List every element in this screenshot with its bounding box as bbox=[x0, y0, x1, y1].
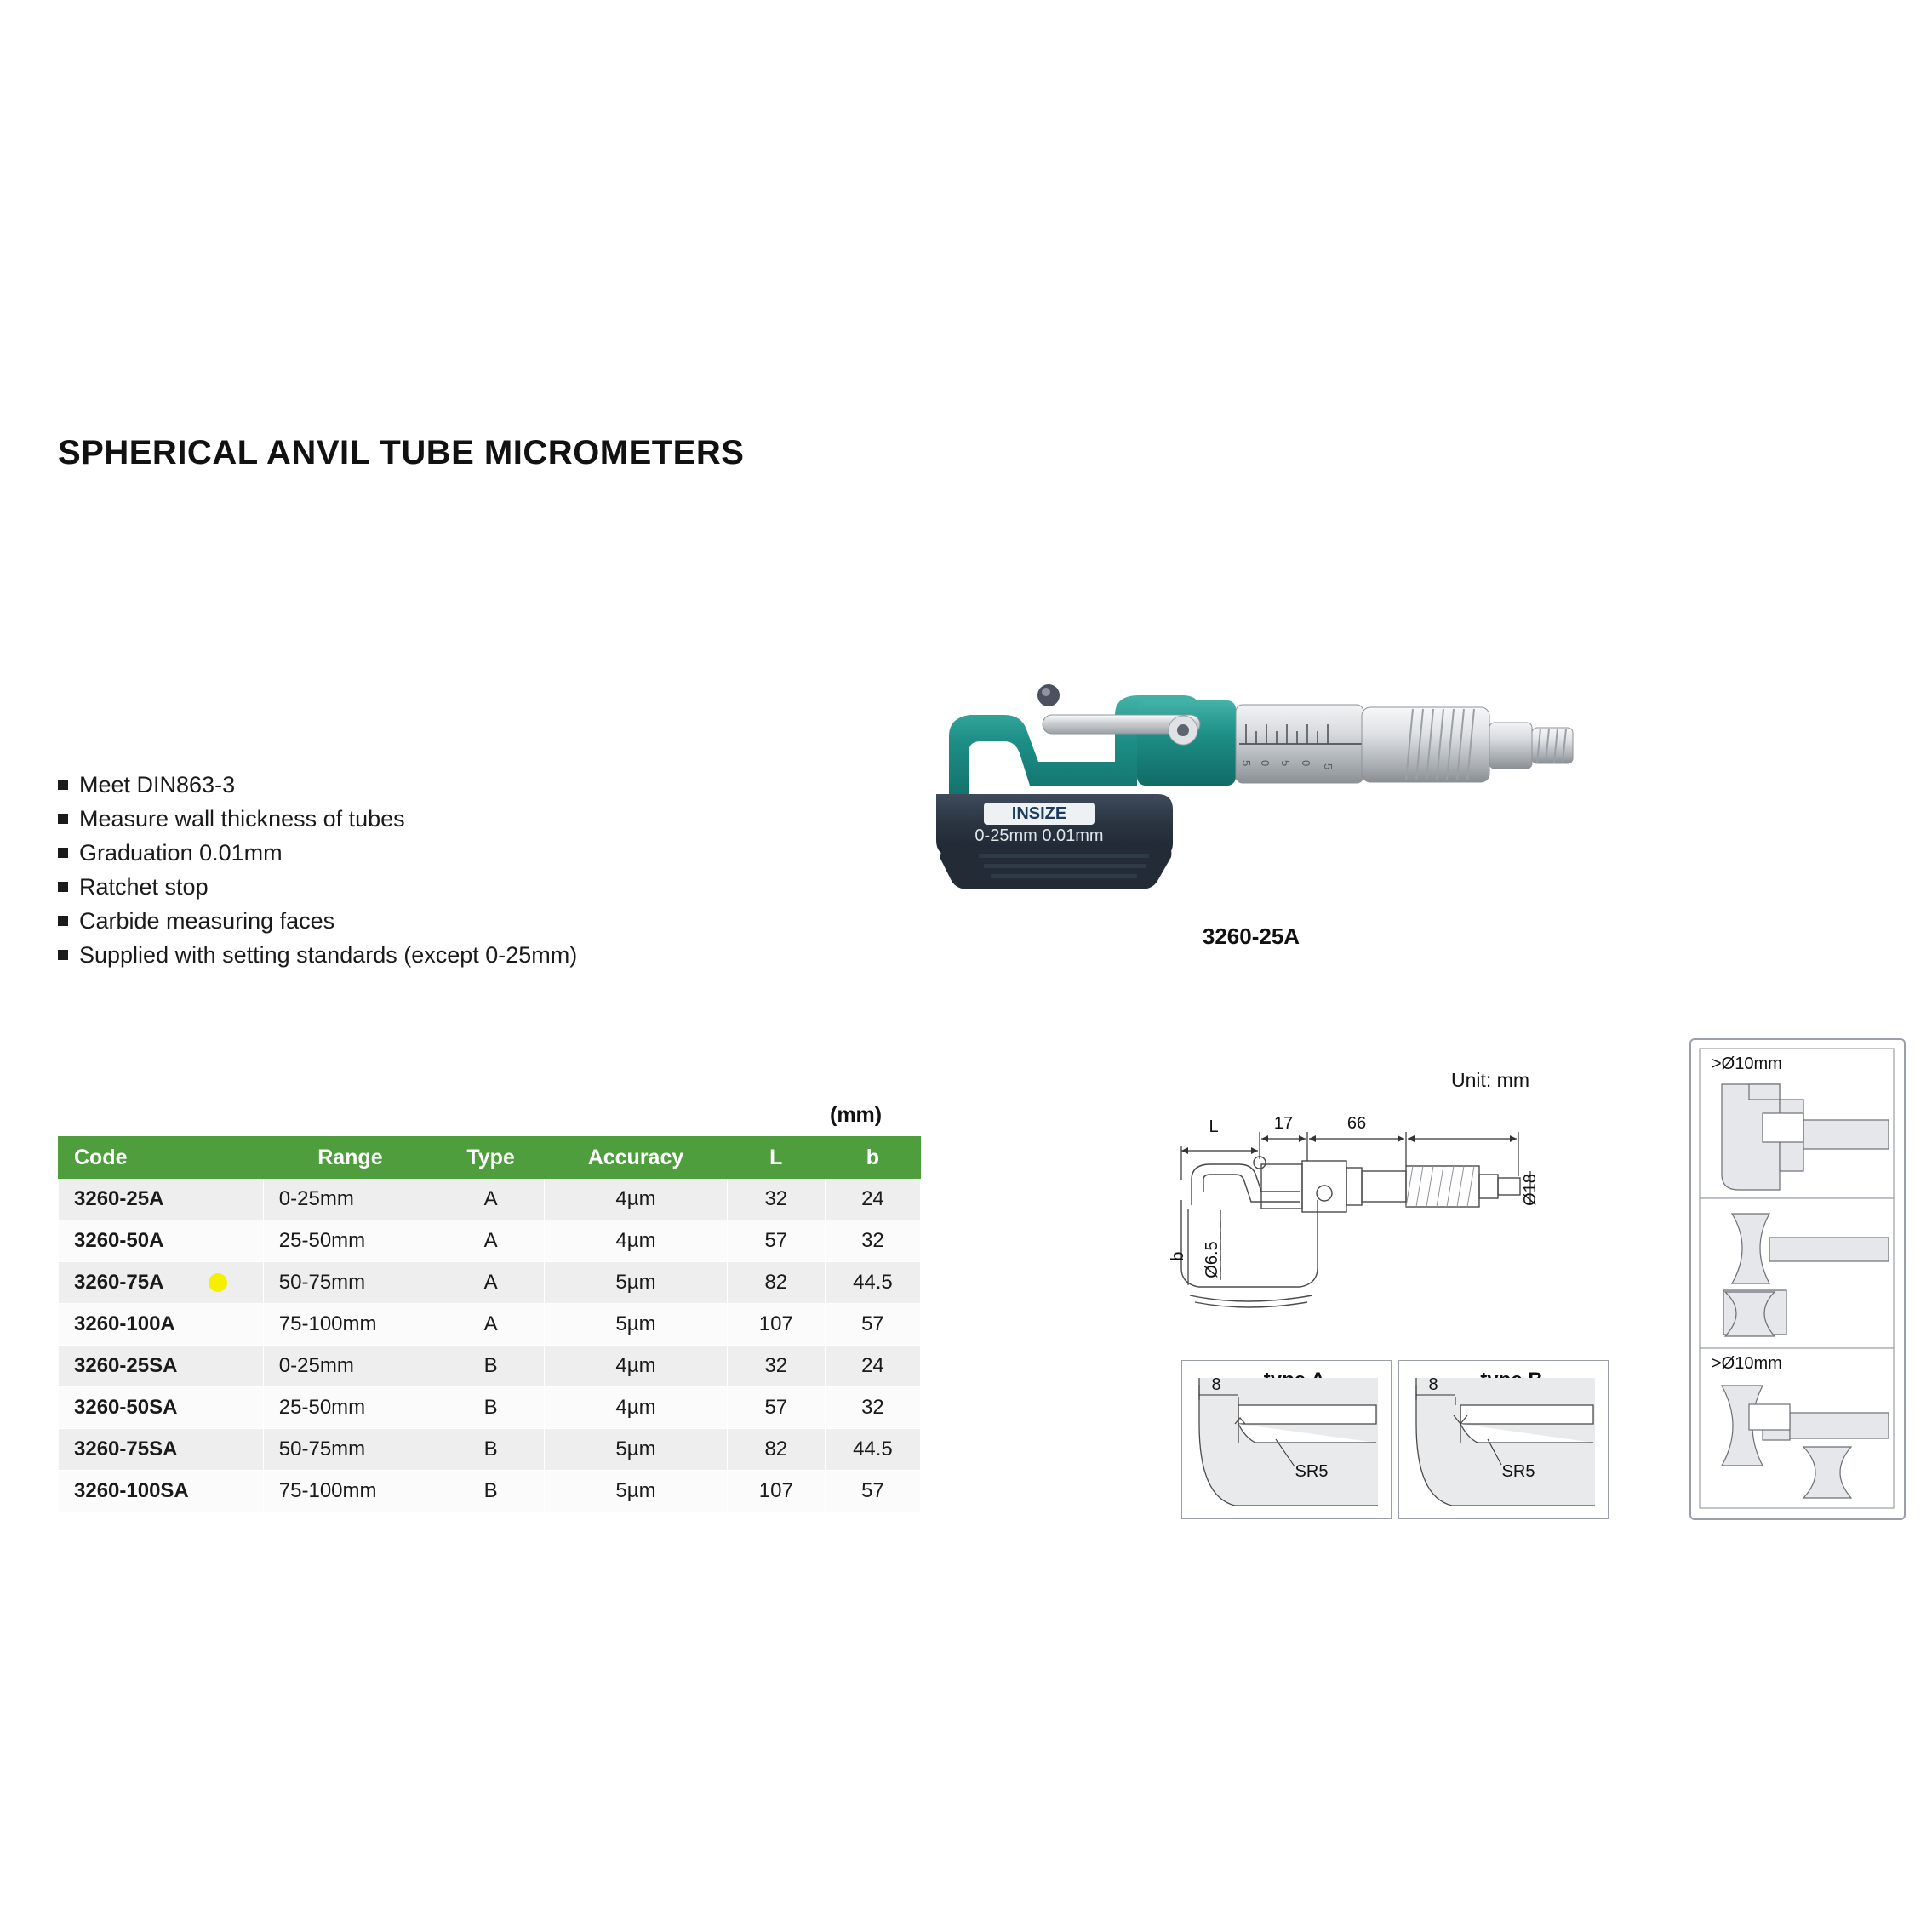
cell-range: 50-75mm bbox=[263, 1429, 437, 1471]
square-bullet-icon bbox=[58, 780, 68, 790]
cell-code: 3260-75SA bbox=[59, 1429, 264, 1471]
cell-accuracy: 4µm bbox=[545, 1346, 728, 1387]
cell-accuracy: 5µm bbox=[545, 1304, 728, 1346]
cell-accuracy: 4µm bbox=[545, 1179, 728, 1220]
list-item bbox=[58, 906, 756, 935]
cell-l: 32 bbox=[727, 1179, 825, 1220]
list-item bbox=[58, 804, 756, 833]
square-bullet-icon bbox=[58, 814, 68, 824]
cell-code-label: 3260-75A bbox=[74, 1271, 164, 1294]
square-bullet-icon bbox=[58, 916, 68, 926]
cell-b: 44.5 bbox=[825, 1262, 920, 1304]
cell-type: A bbox=[437, 1304, 544, 1346]
column-header-l: L bbox=[727, 1137, 825, 1179]
table-row bbox=[59, 1471, 921, 1512]
cell-b: 57 bbox=[825, 1471, 920, 1512]
column-header-accuracy: Accuracy bbox=[545, 1137, 728, 1179]
square-bullet-icon bbox=[58, 848, 68, 858]
product-photo bbox=[902, 634, 1600, 906]
panel-bottom-label: >Ø10mm bbox=[1712, 1354, 1782, 1373]
dim-label-66: 66 bbox=[1346, 1114, 1367, 1133]
range-label: 0-25mm 0.01mm bbox=[975, 826, 1104, 845]
dim-label-b: b bbox=[1169, 1251, 1187, 1261]
table-row bbox=[59, 1429, 921, 1471]
cell-l: 82 bbox=[727, 1429, 825, 1471]
cell-accuracy: 4µm bbox=[545, 1387, 728, 1429]
dim-label-l: L bbox=[1209, 1117, 1219, 1136]
cell-range: 0-25mm bbox=[263, 1346, 437, 1387]
cell-l: 107 bbox=[727, 1471, 825, 1512]
highlight-dot-icon bbox=[209, 1273, 227, 1292]
column-header-b: b bbox=[825, 1137, 920, 1179]
list-item bbox=[58, 770, 756, 799]
cell-code: 3260-100SA bbox=[59, 1471, 264, 1512]
square-bullet-icon bbox=[58, 950, 68, 960]
cell-code: 3260-50A bbox=[59, 1220, 264, 1262]
table-row bbox=[59, 1179, 921, 1220]
table-row bbox=[59, 1262, 921, 1304]
cell-l: 32 bbox=[727, 1346, 825, 1387]
feature-text: Ratchet stop bbox=[79, 874, 209, 900]
table-row bbox=[59, 1346, 921, 1387]
dimension-drawing bbox=[1157, 1098, 1566, 1379]
cell-l: 82 bbox=[727, 1262, 825, 1304]
cell-type: B bbox=[437, 1387, 544, 1429]
detail-dim-type-a: 8 bbox=[1211, 1375, 1221, 1394]
feature-text: Graduation 0.01mm bbox=[79, 840, 283, 866]
detail-drawing-type-b bbox=[1398, 1360, 1609, 1519]
application-panel bbox=[1689, 1038, 1906, 1520]
feature-list bbox=[58, 770, 756, 975]
cell-range: 75-100mm bbox=[263, 1304, 437, 1346]
table-row bbox=[59, 1304, 921, 1346]
table-unit-note: (mm) bbox=[830, 1103, 883, 1127]
cell-range: 25-50mm bbox=[263, 1387, 437, 1429]
cell-type: B bbox=[437, 1471, 544, 1512]
cell-code: 3260-25SA bbox=[59, 1346, 264, 1387]
cell-code: 3260-50SA bbox=[59, 1387, 264, 1429]
cell-b: 32 bbox=[825, 1220, 920, 1262]
dim-label-bore: Ø6.5 bbox=[1203, 1241, 1221, 1278]
cell-b: 44.5 bbox=[825, 1429, 920, 1471]
feature-text: Supplied with setting standards (except 0-25mm) bbox=[79, 942, 578, 968]
svg-text:0: 0 bbox=[1259, 760, 1272, 767]
cell-l: 57 bbox=[727, 1387, 825, 1429]
table-row bbox=[59, 1387, 921, 1429]
brand-label: INSIZE bbox=[1011, 804, 1067, 823]
cell-range: 75-100mm bbox=[263, 1471, 437, 1512]
svg-text:0: 0 bbox=[1300, 760, 1312, 767]
cell-code: 3260-100A bbox=[59, 1304, 264, 1346]
list-item bbox=[58, 940, 756, 969]
detail-radius-type-a: SR5 bbox=[1295, 1462, 1329, 1481]
cell-type: B bbox=[437, 1429, 544, 1471]
cell-type: A bbox=[437, 1220, 544, 1262]
feature-text: Measure wall thickness of tubes bbox=[79, 806, 405, 832]
cell-accuracy: 4µm bbox=[545, 1220, 728, 1262]
cell-range: 0-25mm bbox=[263, 1179, 437, 1220]
cell-type: A bbox=[437, 1262, 544, 1304]
cell-code: 3260-25A bbox=[59, 1179, 264, 1220]
feature-text: Carbide measuring faces bbox=[79, 908, 335, 934]
cell-b: 24 bbox=[825, 1346, 920, 1387]
feature-text: Meet DIN863-3 bbox=[79, 772, 236, 797]
cell-accuracy: 5µm bbox=[545, 1471, 728, 1512]
cell-accuracy: 5µm bbox=[545, 1262, 728, 1304]
svg-text:5: 5 bbox=[1279, 760, 1292, 767]
svg-text:5: 5 bbox=[1322, 763, 1335, 770]
svg-text:5: 5 bbox=[1240, 760, 1253, 767]
dim-label-17: 17 bbox=[1273, 1114, 1294, 1133]
detail-drawing-type-a bbox=[1181, 1360, 1392, 1519]
table-header-row bbox=[59, 1137, 921, 1179]
list-item bbox=[58, 872, 756, 901]
cell-range: 25-50mm bbox=[263, 1220, 437, 1262]
square-bullet-icon bbox=[58, 882, 68, 892]
cell-b: 24 bbox=[825, 1179, 920, 1220]
cell-accuracy: 5µm bbox=[545, 1429, 728, 1471]
cell-type: B bbox=[437, 1346, 544, 1387]
cell-range: 50-75mm bbox=[263, 1262, 437, 1304]
detail-dim-type-b: 8 bbox=[1428, 1375, 1438, 1394]
column-header-range: Range bbox=[263, 1137, 437, 1179]
cell-l: 107 bbox=[727, 1304, 825, 1346]
detail-radius-type-b: SR5 bbox=[1501, 1462, 1535, 1481]
dim-label-spindle-dia: Ø18 bbox=[1521, 1174, 1540, 1206]
panel-top-label: >Ø10mm bbox=[1712, 1055, 1782, 1073]
cell-type: A bbox=[437, 1179, 544, 1220]
cell-b: 32 bbox=[825, 1387, 920, 1429]
specification-table bbox=[58, 1136, 921, 1512]
cell-b: 57 bbox=[825, 1304, 920, 1346]
column-header-code: Code bbox=[59, 1137, 264, 1179]
cell-l: 57 bbox=[727, 1220, 825, 1262]
table-row bbox=[59, 1220, 921, 1262]
cell-code bbox=[59, 1262, 264, 1304]
page-title: SPHERICAL ANVIL TUBE MICROMETERS bbox=[58, 434, 745, 472]
column-header-type: Type bbox=[437, 1137, 544, 1179]
list-item bbox=[58, 838, 756, 867]
product-caption: 3260-25A bbox=[1202, 923, 1300, 949]
drawing-unit-label: Unit: mm bbox=[1451, 1069, 1529, 1091]
